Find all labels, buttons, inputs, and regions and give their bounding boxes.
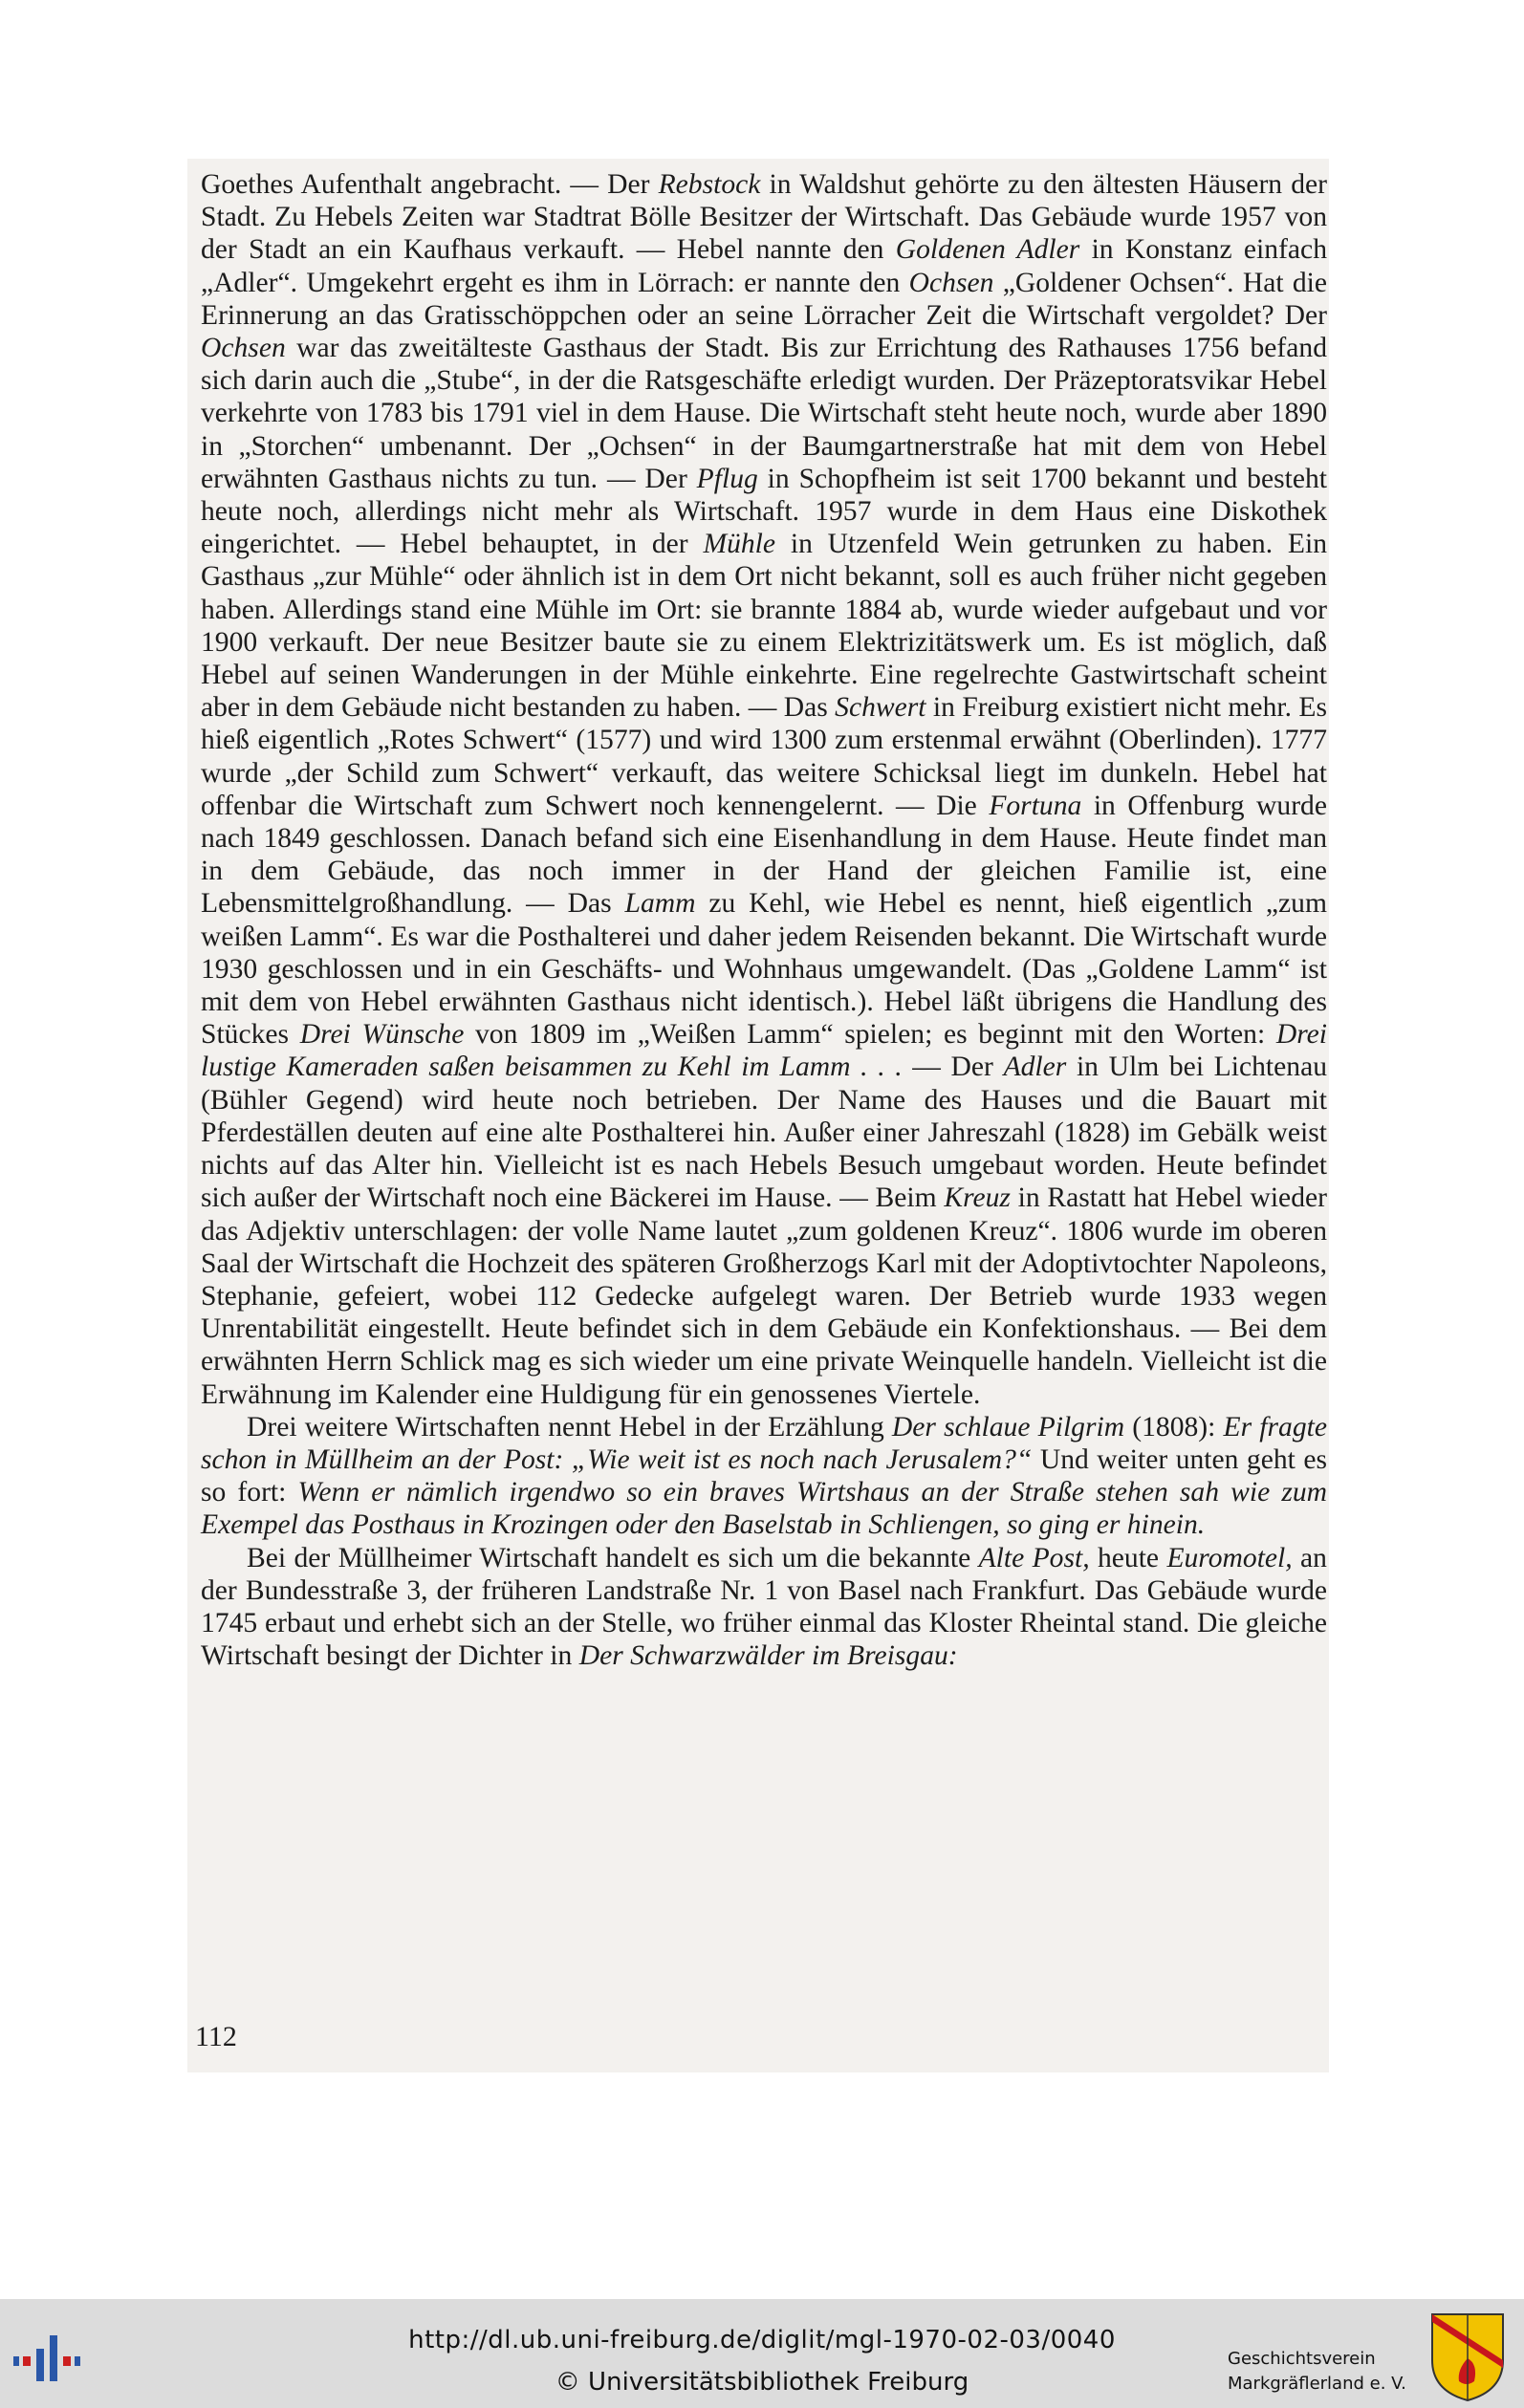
italic-text-run: Schwert bbox=[835, 692, 926, 724]
text-run: — Der bbox=[902, 1052, 1004, 1083]
text-run: in Rastatt hat Hebel wieder das Adjektiv unterschlagen: der volle Name lautet „zum goldenen Kreuz“. 1806 wurde im oberen Saal der Wirtschaft die Hochzeit des späteren Großherzogs Karl mit der Adoptivtochter Napoleons, Stephanie, gefeiert, wobei 112 Gedecke aufgelegt waren. Der Betrieb wurde 1933 wegen Unrentabilität eingestellt. Heute befindet sich in dem Gebäude ein Konfektionshaus. — Bei dem erwähnten Herrn Schlick mag es sich wieder um eine private Weinquelle handeln. Vielleicht ist die Erwähnung im Kalender eine Huldigung für ein genossenes Viertele. bbox=[201, 1182, 1327, 1410]
italic-text-run: Euromotel, bbox=[1166, 1542, 1293, 1573]
text-run: war das zweitälteste Gasthaus der Stadt. Bis zur Errichtung des Rathauses 1756 befand sich darin auch die „Stube“, in der die Ratsgeschäfte erledigt wurden. Der Präzeptoratsvikar Hebel verkehrte von 1783 bis 1791 viel in dem Hause. Die Wirtschaft steht heute noch, wurde aber 1890 in „Storchen“ umbenannt. Der „Ochsen“ in der Baumgartnerstraße hat mit dem von Hebel erwähnten Gasthaus nichts zu tun. — Der bbox=[201, 333, 1327, 494]
italic-text-run: Fortuna bbox=[989, 790, 1082, 821]
text-run: in Ulm bei Lichtenau (Bühler Gegend) wird heute noch betrieben. Der Name des Hauses und die Bauart mit Pferdeställen deuten auf eine alte Posthalterei hin. Außer einer Jahreszahl (1828) im Gebälk weist nichts auf das Alter hin. Vielleicht ist es nach Hebels Besuch umgebaut worden. Heute befindet sich außer der Wirtschaft noch eine Bäckerei im Hause. — Beim bbox=[201, 1052, 1328, 1214]
copyright-text: © Universitätsbibliothek Freiburg bbox=[555, 2368, 969, 2397]
paragraph bbox=[201, 1411, 1327, 1542]
text-run: Goethes Aufenthalt angebracht. — Der bbox=[201, 169, 659, 200]
italic-text-run: Drei Wünsche bbox=[299, 1019, 465, 1051]
society-line-2: Markgräflerland e. V. bbox=[1228, 2374, 1406, 2394]
text-run: Bei der Müllheimer Wirtschaft handelt es sich um die bekannte bbox=[247, 1542, 979, 1573]
document-url-link[interactable]: http://dl.ub.uni-freiburg.de/diglit/mgl-1970-02-03/0040 bbox=[408, 2326, 1116, 2354]
text-run: in Schopfheim ist seit 1700 bekannt und besteht heute noch, allerdings nicht mehr als Wirtschaft. 1957 wurde in dem Haus eine Diskothek eingerichtet. — Hebel behauptet, in der bbox=[201, 463, 1327, 560]
text-run: in Offenburg wurde nach 1849 geschlossen. Danach befand sich eine Eisenhandlung in dem Hause. Heute findet man in dem Gebäude, das noch immer in der Hand der gleichen Familie ist, eine Lebensmittelgroßhandlung. — Das bbox=[201, 790, 1327, 920]
italic-text-run: Wenn er nämlich irgendwo so ein braves Wirtshaus an der Straße stehen sah wie zum Exempel das Posthaus in Krozingen oder den Baselstab in Schliengen, so ging er hinein. bbox=[201, 1477, 1328, 1541]
text-run: Und weiter unten geht es so fort: bbox=[201, 1443, 1327, 1508]
coat-of-arms-icon bbox=[1428, 2310, 1507, 2402]
italic-text-run: Goldenen Adler bbox=[895, 234, 1080, 266]
italic-text-run: Adler bbox=[1003, 1052, 1067, 1083]
text-run: zu Kehl, wie Hebel es nennt, hieß eigentlich „zum weißen Lamm“. Es war die Posthalterei und daher jedem Reisenden bekannt. Die Wirtschaft wurde 1930 geschlossen und in ein Geschäfts- und Wohnhaus umgewandelt. (Das „Goldene Lamm“ ist mit dem von Hebel erwähnten Gasthaus nicht identisch.). Hebel läßt übrigens die Handlung des Stückes bbox=[201, 888, 1327, 1051]
text-run: an der Bundesstraße 3, der früheren Landstraße Nr. 1 von Basel nach Frankfurt. Das Gebäude wurde 1745 erbaut und erhebt sich an der Stelle, wo früher einmal das Kloster Rheintal stand. Die gleiche Wirtschaft besingt der Dichter in bbox=[201, 1542, 1327, 1672]
italic-text-run: Ochsen bbox=[201, 333, 286, 364]
text-run: in Freiburg existiert nicht mehr. Es hieß eigentlich „Rotes Schwert“ (1577) und wird 1300 zum erstenmal erwähnt (Oberlinden). 1777 wurde „der Schild zum Schwert“ verkauft, das weitere Schicksal liegt im dunkeln. Hebel hat offenbar die Wirtschaft zum Schwert noch kennengelernt. — Die bbox=[201, 692, 1327, 821]
page-number: 112 bbox=[195, 2021, 237, 2052]
text-run: (1808): bbox=[1124, 1411, 1224, 1443]
paragraph bbox=[201, 1542, 1327, 1673]
italic-text-run: Der schlaue Pilgrim bbox=[891, 1411, 1125, 1443]
text-run: in Utzenfeld Wein getrunken zu haben. Ein Gasthaus „zur Mühle“ oder ähnlich ist in dem Ort nicht bekannt, soll es auch früher nicht gegeben haben. Allerdings stand eine Mühle im Ort: sie brannte 1884 ab, wurde wieder aufgebaut und vor 1900 verkauft. Der neue Besitzer baute sie zu einem Elektrizitätswerk um. Es ist möglich, daß Hebel auf seinen Wanderungen in der Mühle einkehrte. Eine regelrechte Gastwirtschaft scheint aber in dem Gebäude nicht bestanden zu haben. — Das bbox=[201, 529, 1328, 724]
italic-text-run: Ochsen bbox=[908, 267, 994, 298]
footer-bar bbox=[0, 2299, 1524, 2408]
text-run: in Waldshut gehörte zu den ältesten Häusern der Stadt. Zu Hebels Zeiten war Stadtrat Bölle Besitzer der Wirtschaft. Das Gebäude wurde 1957 von der Stadt an ein Kaufhaus verkauft. — Hebel nannte den bbox=[201, 169, 1327, 266]
society-line-1: Geschichtsverein bbox=[1228, 2349, 1376, 2369]
text-run: in Konstanz einfach „Adler“. Umgekehrt ergeht es ihm in Lörrach: er nannte den bbox=[201, 234, 1327, 298]
italic-text-run: Rebstock bbox=[658, 169, 761, 200]
italic-text-run: Kreuz bbox=[944, 1182, 1011, 1214]
italic-text-run: Alte Post, bbox=[978, 1542, 1090, 1573]
italic-text-run: Er fragte schon in Müllheim an der Post: „Wie weit ist es noch nach Jerusalem?“ bbox=[201, 1411, 1327, 1475]
italic-text-run: Der Schwarzwälder im Breisgau: bbox=[578, 1640, 958, 1672]
society-name bbox=[1228, 2347, 1406, 2397]
paragraph bbox=[201, 168, 1327, 1411]
italic-text-run: Lamm bbox=[624, 888, 696, 920]
italic-text-run: Mühle bbox=[703, 529, 776, 560]
text-run: heute bbox=[1089, 1542, 1167, 1573]
text-run: von 1809 im „Weißen Lamm“ spielen; es beginnt mit den Worten: bbox=[464, 1019, 1276, 1051]
text-run: Drei weitere Wirtschaften nennt Hebel in der Erzählung bbox=[247, 1411, 892, 1443]
italic-text-run: Pflug bbox=[696, 463, 758, 494]
page-body-text bbox=[201, 168, 1327, 1672]
italic-text-run: Drei lustige Kameraden saßen beisammen zu Kehl im Lamm . . . bbox=[201, 1019, 1328, 1083]
text-run: „Goldener Ochsen“. Hat die Erinnerung an das Gratisschöppchen oder an seine Lörracher Zeit die Wirtschaft vergoldet? Der bbox=[201, 267, 1327, 331]
